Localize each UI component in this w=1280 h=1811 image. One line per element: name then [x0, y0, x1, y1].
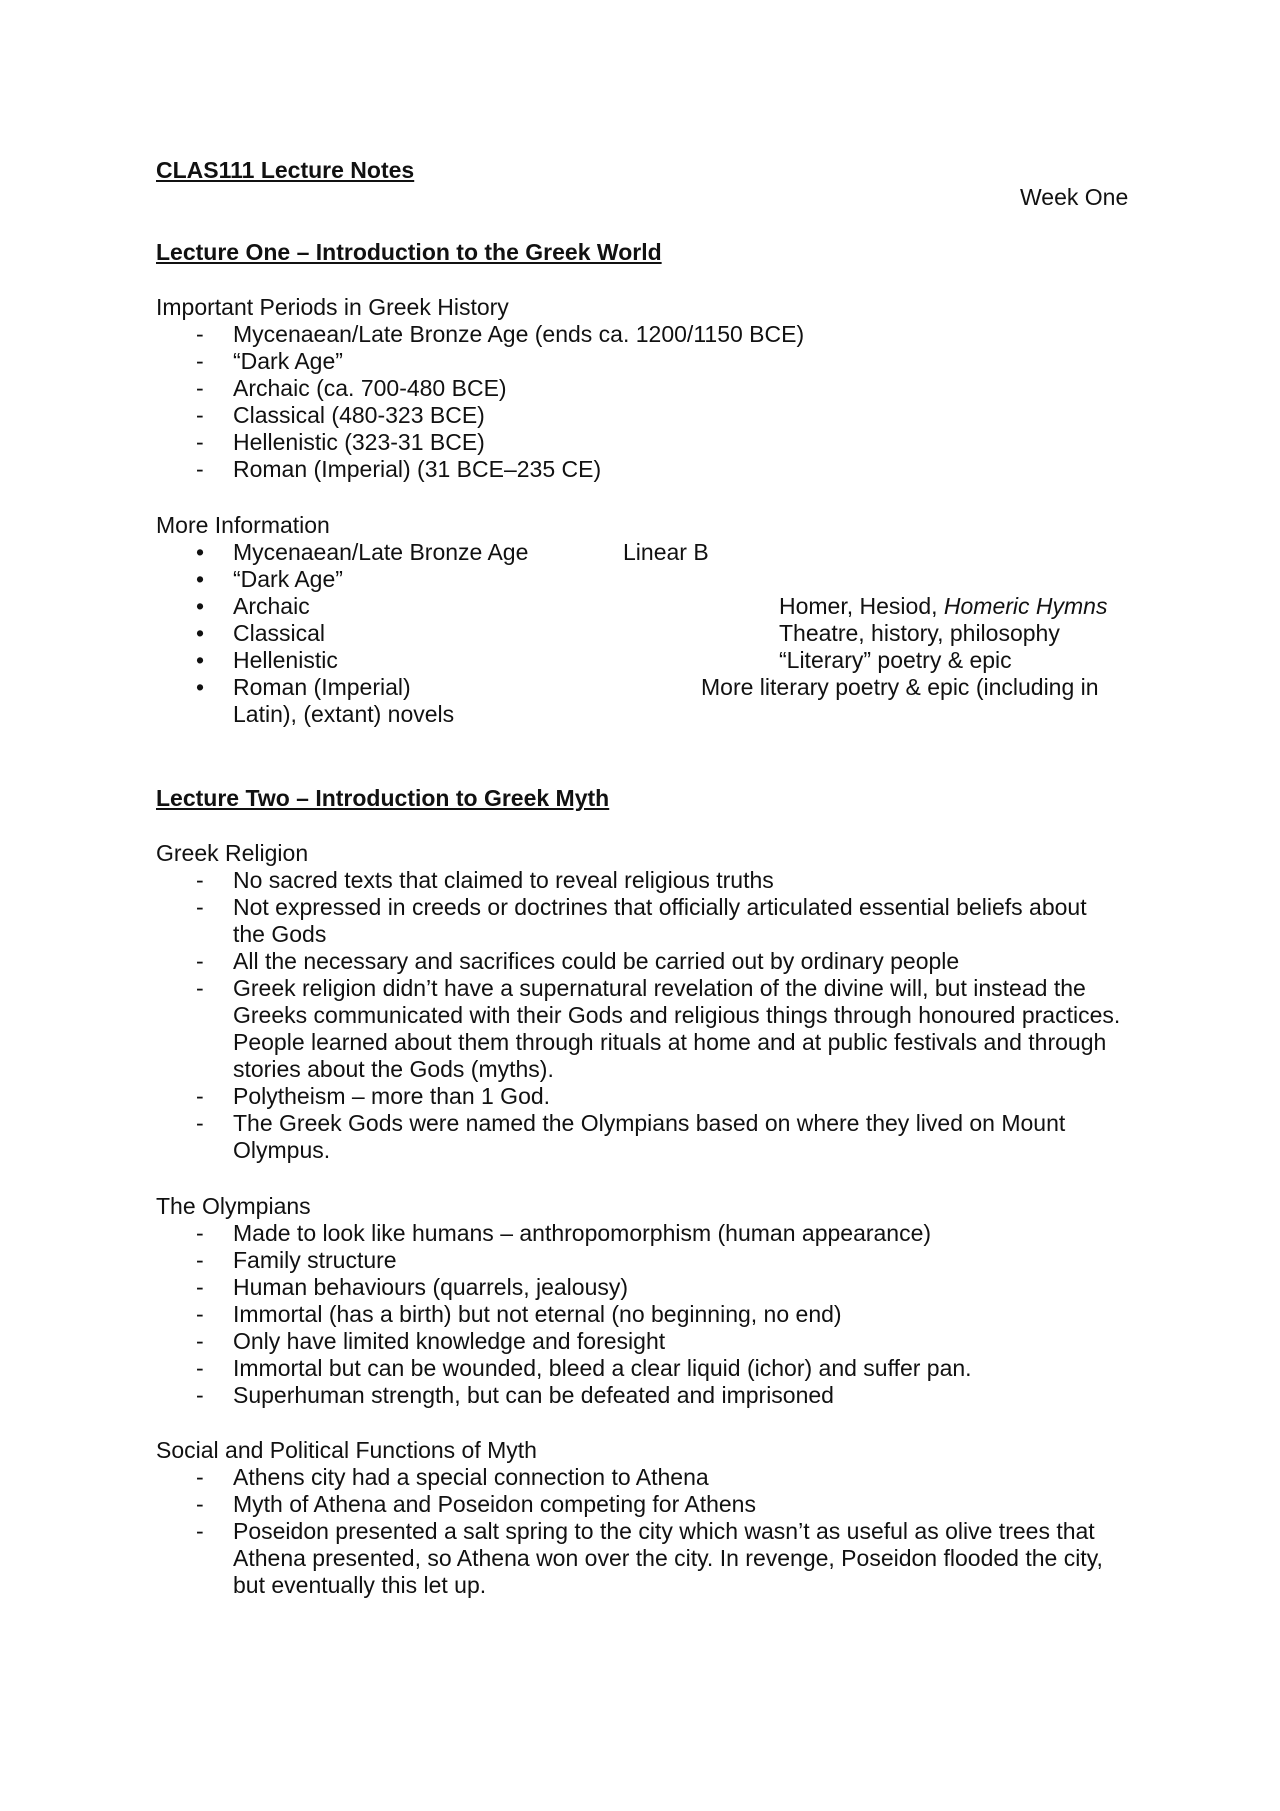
list-item: Mycenaean/Late Bronze Age (ends ca. 1200/1150 BCE) — [233, 321, 805, 347]
list-item: “Dark Age” — [233, 566, 343, 592]
list-item: Greek religion didn’t have a supernatural revelation of the divine will, but instead the Greeks communicated with their Gods and religious things through honoured practices. People learned about them through rituals at home and at public festivals and through stories about the Gods (myths). — [233, 975, 1121, 1082]
dash-marker: - — [196, 1220, 204, 1246]
dash-marker: - — [196, 1247, 204, 1273]
list-item: Superhuman strength, but can be defeated and imprisoned — [233, 1382, 834, 1408]
dash-marker: - — [196, 975, 204, 1001]
dash-marker: - — [196, 402, 204, 428]
list-item: Classical — [233, 620, 326, 646]
dash-marker: - — [196, 1382, 204, 1408]
olympians-title: The Olympians — [156, 1193, 311, 1219]
list-item: “Dark Age” — [233, 348, 343, 374]
dash-marker: - — [196, 429, 204, 455]
dash-marker: - — [196, 375, 204, 401]
dash-marker: - — [196, 948, 204, 974]
list-item-continuation: Latin), (extant) novels — [233, 701, 455, 727]
dash-marker: - — [196, 1355, 204, 1381]
dash-marker: - — [196, 1328, 204, 1354]
bullet-marker: • — [196, 674, 205, 700]
dash-marker: - — [196, 1301, 204, 1327]
dash-marker: - — [196, 894, 204, 920]
info-text: More literary poetry & epic (including in — [701, 674, 1099, 700]
dash-marker: - — [196, 321, 204, 347]
list-item: Immortal but can be wounded, bleed a clear liquid (ichor) and suffer pan. — [233, 1355, 972, 1381]
info-text-italic: Homeric Hymns — [943, 593, 1108, 619]
social-title: Social and Political Functions of Myth — [156, 1437, 537, 1463]
list-item: Myth of Athena and Poseidon competing for Athens — [233, 1491, 756, 1517]
lecture-two-heading: Lecture Two – Introduction to Greek Myth — [156, 785, 610, 811]
dash-marker: - — [196, 867, 204, 893]
doc-title: CLAS111 Lecture Notes — [156, 157, 415, 183]
periods-title: Important Periods in Greek History — [156, 294, 509, 320]
dash-marker: - — [196, 1110, 204, 1136]
list-item: Roman (Imperial) — [233, 674, 411, 700]
list-item: Mycenaean/Late Bronze Age — [233, 539, 529, 565]
list-item: All the necessary and sacrifices could be carried out by ordinary people — [233, 948, 960, 974]
info-text — [779, 593, 1107, 620]
info-text: Theatre, history, philosophy — [779, 620, 1060, 646]
list-item: Human behaviours (quarrels, jealousy) — [233, 1274, 629, 1300]
bullet-marker: • — [196, 593, 205, 619]
list-item: Archaic — [233, 593, 310, 619]
info-text-plain: Homer, Hesiod, — [779, 593, 944, 619]
list-item: Not expressed in creeds or doctrines that officially articulated essential beliefs about the Gods — [233, 894, 1087, 947]
dash-marker: - — [196, 1464, 204, 1490]
list-item: Polytheism – more than 1 God. — [233, 1083, 551, 1109]
list-item: Archaic (ca. 700-480 BCE) — [233, 375, 507, 401]
list-item: Classical (480-323 BCE) — [233, 402, 485, 428]
dash-marker: - — [196, 1083, 204, 1109]
more-info-title: More Information — [156, 512, 330, 538]
dash-marker: - — [196, 1518, 204, 1544]
dash-marker: - — [196, 348, 204, 374]
dash-marker: - — [196, 1274, 204, 1300]
bullet-marker: • — [196, 539, 205, 565]
bullet-marker: • — [196, 647, 205, 673]
list-item: Hellenistic (323-31 BCE) — [233, 429, 485, 455]
dash-marker: - — [196, 456, 204, 482]
bullet-marker: • — [196, 620, 205, 646]
week-label: Week One — [1020, 184, 1129, 210]
list-item: Athens city had a special connection to Athena — [233, 1464, 709, 1490]
list-item: Made to look like humans – anthropomorphism (human appearance) — [233, 1220, 932, 1246]
list-item: Only have limited knowledge and foresight — [233, 1328, 666, 1354]
info-text: Linear B — [623, 539, 709, 565]
list-item: Family structure — [233, 1247, 397, 1273]
dash-marker: - — [196, 1491, 204, 1517]
religion-title: Greek Religion — [156, 840, 309, 866]
list-item: Poseidon presented a salt spring to the city which wasn’t as useful as olive trees that Athena presented, so Athena won over the city. In revenge, Poseidon flooded the city, but eventually this let up. — [233, 1518, 1103, 1598]
lecture-one-heading: Lecture One – Introduction to the Greek World — [156, 239, 662, 265]
info-text: “Literary” poetry & epic — [779, 647, 1012, 673]
list-item: Immortal (has a birth) but not eternal (no beginning, no end) — [233, 1301, 842, 1327]
list-item: Roman (Imperial) (31 BCE–235 CE) — [233, 456, 602, 482]
list-item: No sacred texts that claimed to reveal religious truths — [233, 867, 774, 893]
list-item: The Greek Gods were named the Olympians based on where they lived on Mount Olympus. — [233, 1110, 1066, 1163]
bullet-marker: • — [196, 566, 205, 592]
list-item: Hellenistic — [233, 647, 338, 673]
